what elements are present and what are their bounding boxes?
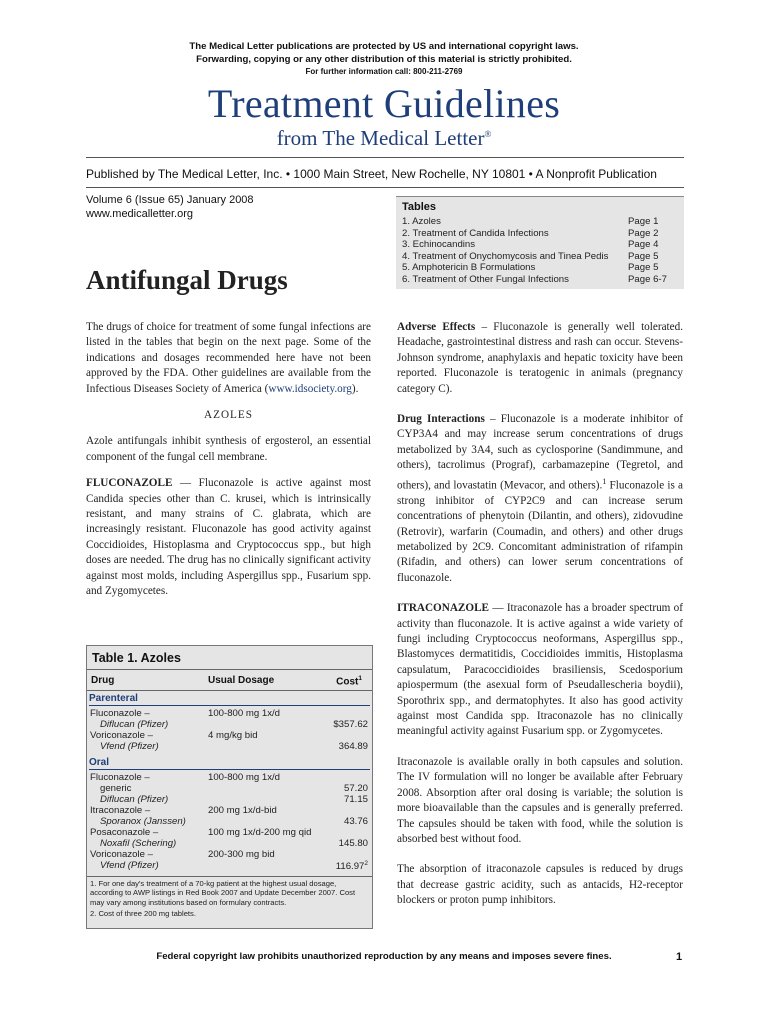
intro-text: The drugs of choice for treatment of some fungal infections are listed in the tables that begin on the next page. Some of the indications and dosages recommended here have not been approved by the FDA. Other guidelines are available from the Infectious Diseases Society of America ( bbox=[86, 321, 371, 395]
dose-cell: 100 mg 1x/d-200 mg qid bbox=[208, 827, 312, 838]
fluconazole-paragraph: FLUCONAZOLE — Fluconazole is active against most Candida species other than C. krusei, which is intrinsically resistant, and many strains of C. glabrata, which are increasingly resistant. Fluconazole has good activity against Coccidioides, Histoplasma and Cryptococcus spp., but high doses are needed. The drug has no clinically significant activity against most molds, including Aspergillus spp., Fusarium spp. and Zygomycetes. bbox=[86, 477, 372, 598]
intro-end: ). bbox=[351, 382, 359, 395]
cost-footnote-ref: 2 bbox=[364, 860, 368, 867]
dose-cell: 100-800 mg 1x/d bbox=[208, 708, 280, 719]
divider-top bbox=[86, 157, 684, 158]
cost-header-sup: 1 bbox=[358, 675, 362, 682]
interactions-heading: Drug Interactions bbox=[397, 413, 485, 426]
divider-bottom bbox=[86, 187, 684, 188]
drug-cell: Vfend (Pfizer) bbox=[100, 741, 159, 752]
footer-copyright: Federal copyright law prohibits unauthorized reproduction by any means and imposes severe fines. bbox=[156, 951, 612, 962]
oral-label: Oral bbox=[89, 757, 110, 768]
col-drug-header: Drug bbox=[91, 675, 115, 686]
itraconazole-paragraph: ITRACONAZOLE — Itraconazole has a broader spectrum of activity than fluconazole. It is active against a wide variety of fungi including Cryptococcus neoformans, Aspergillus spp., Blastomyces dermatitidis, Coccidioides immitis, Histoplasma capsulatum, Paracoccidioides brasiliensis, Scedosporium apiospermum (the asexual form of Pseudallescheria boydii), Sporothrix spp., and dermatophytes. It also has good activity against most Candida spp. Itraconazole has no clinically meaningful activity against Fusarium spp. or Zygomycetes. bbox=[397, 602, 684, 738]
toc-item-label: 1. Azoles bbox=[402, 216, 441, 227]
toc-heading: Tables bbox=[402, 201, 437, 213]
itraconazole-paragraph-3: The absorption of itraconazole capsules is reduced by drugs that decrease gastric acidity, such as antacids, H2-receptor blockers or proton pump inhibitors. bbox=[397, 863, 683, 907]
issue-info bbox=[86, 193, 254, 221]
interactions-text: Fluconazole is a moderate inhibitor of CYP3A4 and may increase serum concentrations of drugs metabolized by 3A4, such as cyclosporine (Sandimmune, and others), tacrolimus (Prograf), carbamazepine (Tegretol, and others), and lovastatin (Mevacor, and others). bbox=[397, 413, 684, 492]
toc-item-page: Page 5 bbox=[628, 262, 659, 273]
registered-mark: ® bbox=[484, 129, 492, 139]
drug-cell: Itraconazole – bbox=[90, 805, 151, 816]
toc-item[interactable] bbox=[402, 251, 674, 262]
notice-line-2: Forwarding, copying or any other distribution of this material is strictly prohibited. bbox=[196, 53, 572, 65]
dose-cell: 4 mg/kg bid bbox=[208, 730, 258, 741]
intro-paragraph bbox=[86, 320, 371, 397]
drug-cell: Vfend (Pfizer) bbox=[100, 860, 159, 871]
publisher-line: Published by The Medical Letter, Inc. • 1000 Main Street, New Rochelle, NY 10801 • A Nonprofit Publication bbox=[86, 167, 657, 181]
cost-cell: 71.15 bbox=[343, 794, 368, 805]
toc-item-page: Page 5 bbox=[628, 250, 659, 262]
toc-item-page: Page 6-7 bbox=[628, 273, 667, 285]
toc-item[interactable] bbox=[402, 216, 674, 227]
table-title: Table 1. Azoles bbox=[92, 651, 181, 665]
right-column bbox=[397, 320, 683, 909]
website-link[interactable]: www.medicalletter.org bbox=[86, 208, 193, 220]
cost-cell: 145.80 bbox=[338, 838, 368, 849]
toc-item-label: 6. Treatment of Other Fungal Infections bbox=[402, 273, 569, 285]
cost-value: 116.97 bbox=[335, 861, 365, 873]
table-footnote-1: 1. For one day's treatment of a 70-kg patient at the highest usual dosage, according to AWP listings in Red Book 2007 and Update December 2007. Cost may vary among institutions based on formulary contracts. bbox=[90, 879, 356, 907]
interactions-paragraph: Drug Interactions – Fluconazole is a moderate inhibitor of CYP3A4 and may increase serum concentrations of drugs metabolized by 3A4, such as cyclosporine (Sandimmune, and others), tacrolimus (Prograf), carbamazepine (Tegretol, and others), and lovastatin (Mevacor, and others).$^1$ Fluconazole is a strong inhibitor of CYP2C9 and can increase serum concentrations of phenytoin (Dilantin, and others), zidovudine (Retrovir), warfarin (Coumadin, and others) and other drugs metabolized by 2C9. Concomitant administration of rifampin (Rifadin, and others) can lower serum concentrations of fluconazole. bbox=[397, 413, 684, 584]
page-number: 1 bbox=[676, 951, 683, 963]
masthead-title: Treatment Guidelines bbox=[207, 81, 561, 126]
table-rule bbox=[87, 690, 372, 691]
drug-cell: Diflucan (Pfizer) bbox=[100, 794, 169, 805]
dose-cell: 200-300 mg bid bbox=[208, 849, 275, 860]
adverse-effects-paragraph: Adverse Effects – Fluconazole is generally well tolerated. Headache, gastrointestinal distress and rash can occur. Stevens-Johnson syndrome, anaphylaxis and hepatic toxicity have been reported. Fluconazole is teratogenic in animals (pregnancy category C). bbox=[397, 321, 684, 395]
volume-line: Volume 6 (Issue 65) January 2008 bbox=[86, 194, 254, 206]
toc-item-label: 5. Amphotericin B Formulations bbox=[402, 262, 536, 273]
cost-header-text: Cost bbox=[336, 676, 359, 688]
itraconazole-text: Itraconazole has a broader spectrum of activity than fluconazole. It is active against a wide variety of fungi including Cryptococcus neoformans, Aspergillus spp., Blastomyces dermatitidis, Coccidioides immitis, Histoplasma capsulatum, Paracoccidioides brasiliensis, Scedosporium apiospermum (the asexual form of Pseudallescheria boydii), Sporothrix spp., and dermatophytes. It also has good activity against most Candida spp. Itraconazole has no clinically meaningful activity against Fusarium spp. or Zygomycetes. bbox=[397, 602, 684, 738]
azoles-heading: AZOLES bbox=[204, 409, 253, 422]
drug-cell: Fluconazole – bbox=[90, 708, 150, 719]
drug-cell: Noxafil (Schering) bbox=[100, 838, 177, 849]
table-row bbox=[90, 741, 368, 753]
drug-cell: Sporanox (Janssen) bbox=[100, 816, 186, 827]
table-footnote-2: 2. Cost of three 200 mg tablets. bbox=[90, 909, 196, 918]
adverse-effects-text: Fluconazole is generally well tolerated. Headache, gastrointestinal distress and rash can occur. Stevens-Johnson syndrome, anaphylaxis and hepatic toxicity have been reported. Fluconazole is teratogenic in animals (pregnancy category C). bbox=[397, 321, 684, 395]
toc-item-label: 4. Treatment of Onychomycosis and Tinea Pedis bbox=[402, 250, 609, 262]
tables-toc bbox=[396, 196, 684, 289]
azoles-paragraph: Azole antifungals inhibit synthesis of ergosterol, an essential component of the fungal cell membrane. bbox=[86, 435, 371, 463]
table-rule bbox=[87, 876, 372, 877]
drug-cell: Posaconazole – bbox=[90, 827, 159, 838]
drug-cell: Voriconazole – bbox=[90, 730, 153, 741]
parenteral-label: Parenteral bbox=[89, 693, 138, 704]
cost-cell: 364.89 bbox=[338, 741, 368, 752]
toc-item[interactable] bbox=[402, 274, 674, 285]
idsociety-link[interactable]: www.idsociety.org bbox=[268, 382, 352, 395]
cost-cell: 57.20 bbox=[343, 783, 368, 794]
drug-cell: Diflucan (Pfizer) bbox=[100, 719, 169, 730]
adverse-effects-heading: Adverse Effects bbox=[397, 321, 476, 333]
toc-item-page: Page 4 bbox=[628, 239, 659, 250]
section-rule bbox=[89, 769, 370, 770]
toc-item-label: 2. Treatment of Candida Infections bbox=[402, 227, 549, 239]
copyright-notice bbox=[0, 41, 768, 79]
fluconazole-text: Fluconazole is active against most Candida species other than C. krusei, which is intrinsically resistant, and many strains of C. glabrata, which are increasingly resistant. Fluconazole has good activity against Coccidioides, Histoplasma and Cryptococcus spp., but high doses are needed. The drug has no clinically significant activity against most molds, including Aspergillus spp., Fusarium spp. and Zygomycetes. bbox=[86, 477, 372, 598]
col-dosage-header: Usual Dosage bbox=[208, 675, 275, 686]
toc-item-label: 3. Echinocandins bbox=[402, 239, 476, 250]
cost-cell: 43.76 bbox=[343, 816, 368, 827]
toc-item[interactable] bbox=[402, 228, 674, 239]
itraconazole-heading: ITRACONAZOLE bbox=[397, 602, 490, 615]
reference-mark: 1 bbox=[602, 476, 607, 486]
drug-cell: Fluconazole – bbox=[90, 772, 150, 783]
toc-item-page: Page 1 bbox=[628, 216, 659, 227]
notice-line-3: For further information call: 800-211-2769 bbox=[305, 67, 463, 76]
table-azoles bbox=[86, 645, 373, 929]
table-rule bbox=[87, 669, 372, 670]
toc-item[interactable] bbox=[402, 262, 674, 273]
toc-item-page: Page 2 bbox=[628, 227, 659, 239]
subtitle-text: from The Medical Letter bbox=[276, 126, 485, 150]
interactions-text-2: Fluconazole is a strong inhibitor of CYP2C9 and can increase serum concentrations of phenytoin (Dilantin, and others), zidovudine (Retrovir), warfarin (Coumadin, and others) and other drugs metabolized by 2C9. Concomitant administration of rifampin (Rifadin, and others) can lower serum concentrations of fluconazole. bbox=[397, 479, 683, 584]
toc-item[interactable] bbox=[402, 239, 674, 250]
notice-line-1: The Medical Letter publications are protected by US and international copyright laws. bbox=[189, 41, 579, 52]
cost-cell bbox=[336, 860, 368, 872]
dose-cell: 200 mg 1x/d-bid bbox=[208, 805, 277, 816]
drug-cell: Voriconazole – bbox=[90, 849, 153, 860]
section-rule bbox=[89, 705, 370, 706]
drug-cell: generic bbox=[100, 783, 132, 794]
article-heading: Antifungal Drugs bbox=[86, 265, 288, 295]
dose-cell: 100-800 mg 1x/d bbox=[208, 772, 280, 783]
col-cost-header bbox=[336, 675, 362, 687]
cost-cell: $357.62 bbox=[333, 719, 368, 730]
left-column bbox=[86, 320, 371, 600]
fluconazole-heading: FLUCONAZOLE bbox=[86, 477, 173, 490]
itraconazole-paragraph-2: Itraconazole is available orally in both capsules and solution. The IV formulation will no longer be available after February 2008. Absorption after oral dosing is variable; the solution is more bioavailable than the capsules and is generally preferred. The capsules should be taken with food, while the solution is absorbed best without food. bbox=[397, 755, 683, 845]
table-row bbox=[90, 860, 368, 872]
masthead-subtitle bbox=[0, 126, 768, 151]
